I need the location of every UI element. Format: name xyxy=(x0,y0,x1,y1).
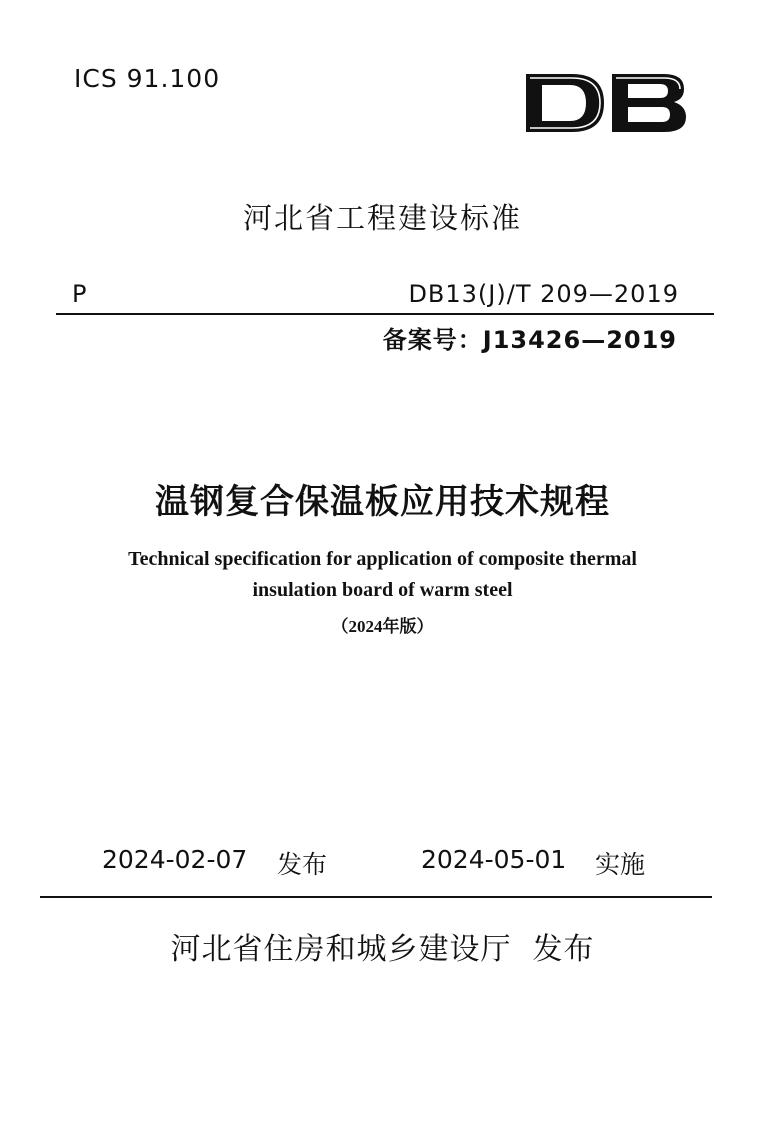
implementation-date: 2024-05-01 xyxy=(421,845,567,874)
issue-date: 2024-02-07 xyxy=(102,845,248,874)
db-logo xyxy=(520,70,688,136)
issue-label: 发布 xyxy=(277,850,328,879)
standard-category: 河北省工程建设标准 xyxy=(242,201,522,235)
top-divider xyxy=(56,313,714,315)
edition: （2024年版） xyxy=(331,617,434,636)
title-english-line-1: Technical specification for application of composite thermal xyxy=(128,548,637,570)
implementation-label: 实施 xyxy=(595,850,646,879)
title-chinese: 温钢复合保温板应用技术规程 xyxy=(155,484,610,521)
record-number: 备案号：J13426—2019 xyxy=(382,326,677,354)
classification-letter: P xyxy=(72,280,87,308)
ics-code: ICS 91.100 xyxy=(74,64,221,93)
publisher: 河北省住房和城乡建设厅 发布 xyxy=(170,932,595,967)
title-english-line-2: insulation board of warm steel xyxy=(252,579,513,601)
standard-number: DB13(J)/T 209—2019 xyxy=(408,280,679,308)
bottom-divider xyxy=(40,896,712,898)
title-english xyxy=(60,544,705,606)
